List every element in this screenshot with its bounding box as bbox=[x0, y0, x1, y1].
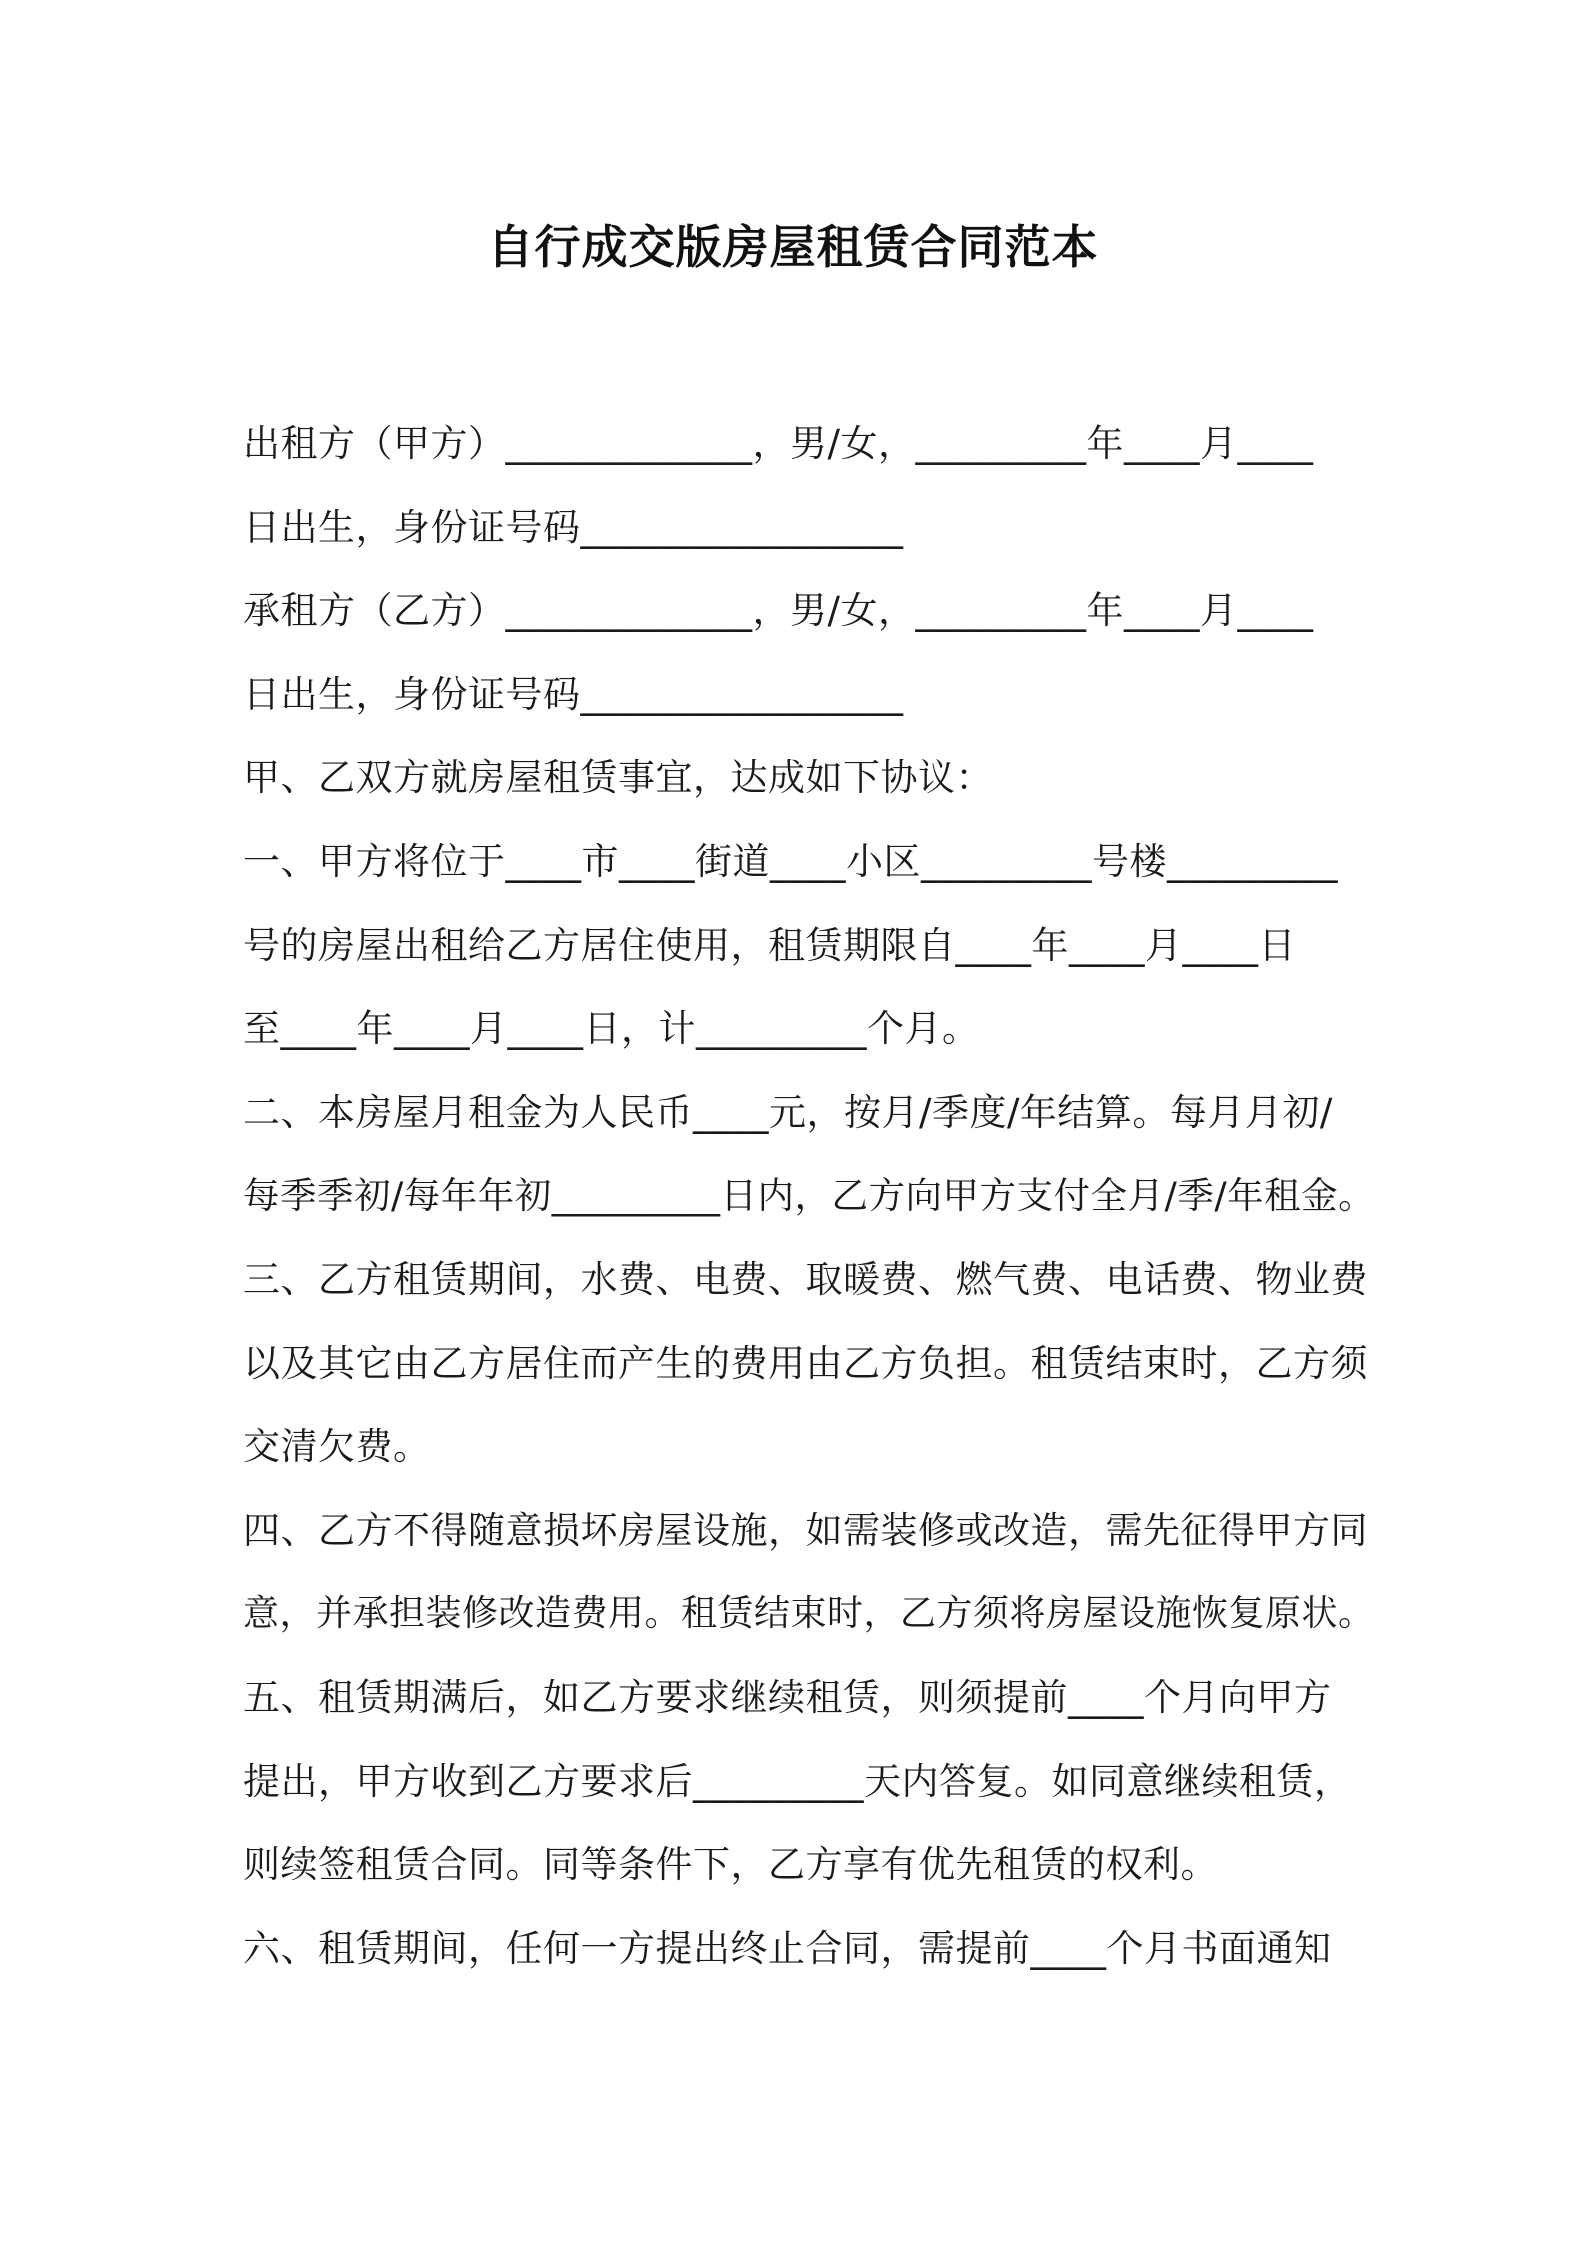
clause-3-line-1: 三、乙方租赁期间，水费、电费、取暖费、燃气费、电话费、物业费 bbox=[243, 1257, 1368, 1301]
clause-1-line-1: 一、甲方将位于____市____街道____小区_________号楼_________ bbox=[243, 839, 1338, 883]
party-a-line-2: 日出生，身份证号码_________________ bbox=[243, 505, 904, 549]
clause-5-line-1: 五、租赁期满后，如乙方要求继续租赁，则须提前____个月向甲方 bbox=[243, 1675, 1332, 1719]
clause-4-line-2: 意，并承担装修改造费用。租赁结束时，乙方须将房屋设施恢复原状。 bbox=[243, 1593, 1375, 1635]
document-title: 自行成交版房屋租赁合同范本 bbox=[487, 220, 1099, 274]
clause-6-line-1: 六、租赁期间，任何一方提出终止合同，需提前____个月书面通知 bbox=[243, 1926, 1332, 1970]
clause-2-line-1: 二、本房屋月租金为人民币____元，按月/季度/年结算。每月月初/ bbox=[243, 1090, 1333, 1134]
clause-5-line-2: 提出，甲方收到乙方要求后_________天内答复。如同意继续租赁， bbox=[243, 1759, 1352, 1803]
clause-2-line-2: 每季季初/每年年初_________日内，乙方向甲方支付全月/季/年租金。 bbox=[243, 1174, 1376, 1218]
clause-3-line-2: 以及其它由乙方居住而产生的费用由乙方负担。租赁结束时，乙方须 bbox=[243, 1341, 1368, 1385]
clause-4-line-1: 四、乙方不得随意损坏房屋设施，如需装修或改造，需先征得甲方同 bbox=[243, 1508, 1368, 1552]
clause-1-line-2: 号的房屋出租给乙方居住使用，租赁期限自____年____月____日 bbox=[243, 923, 1296, 967]
party-a-line-1: 出租方（甲方）_____________，男/女，_________年____月____ bbox=[243, 422, 1314, 465]
clause-1-line-3: 至____年____月____日，计_________个月。 bbox=[243, 1007, 980, 1051]
agreement-intro: 甲、乙双方就房屋租赁事宜，达成如下协议： bbox=[243, 756, 993, 800]
party-b-line-2: 日出生，身份证号码_________________ bbox=[243, 672, 904, 716]
party-b-line-1: 承租方（乙方）_____________，男/女，_________年____月____ bbox=[243, 589, 1314, 633]
clause-5-line-3: 则续签租赁合同。同等条件下，乙方享有优先租赁的权利。 bbox=[243, 1843, 1218, 1887]
contract-body bbox=[243, 402, 1383, 1990]
clause-3-line-3: 交清欠费。 bbox=[243, 1425, 431, 1469]
